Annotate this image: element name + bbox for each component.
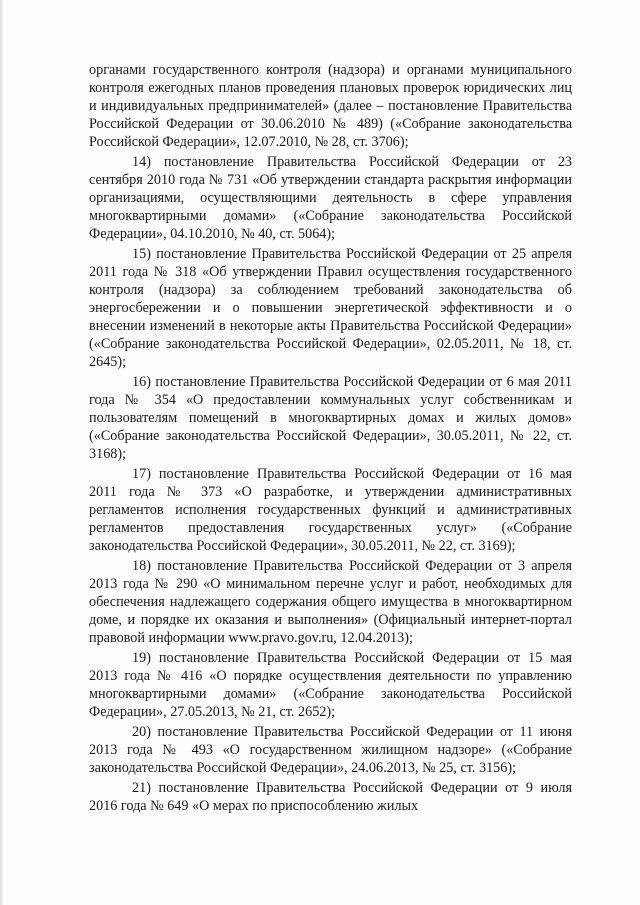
paragraph-text: постановление Правительства Российской Федерации от 25 апреля 2011 года № 318 «Об утверждении Правил осуществления государственного контроля (надзора) за соблюдением требований законодательства об энергосбережении и о повышении энергетической эффективности и о внесении изменений в некоторые акты Правительства Российской Федерации» («Собрание законодательства Российской Федерации», 02.05.2011, № 18, ст. 2645); (89, 246, 573, 370)
paragraph-text: постановление Правительства Российской Федерации от 15 мая 2013 года № 416 «О порядке осуществления деятельности по управлению многоквартирными домами» («Собрание законодательства Российской Федерации», 27.05.2013, № 21, ст. 2652); (89, 650, 573, 720)
list-item-number: 21) (132, 780, 151, 796)
paragraph-text: постановление Правительства Российской Федерации от 11 июня 2013 года № 493 «О государственном жилищном надзоре» («Собрание законодательства Российской Федерации», 24.06.2013, № 25, ст. 3156); (89, 724, 572, 776)
list-item-17 (89, 465, 572, 555)
list-item-14 (89, 153, 572, 243)
document-body (89, 61, 572, 815)
list-item-number: 19) (132, 650, 151, 666)
list-item-number: 18) (132, 558, 151, 574)
list-item-18 (89, 557, 572, 647)
paragraph-text: постановление Правительства Российской Федерации от 9 июля 2016 года № 649 «О мерах по приспособлению жилых (89, 780, 572, 814)
list-item-number: 15) (132, 246, 151, 262)
list-item-number: 20) (132, 724, 151, 740)
scan-edge-shadow (0, 0, 4, 905)
list-item-21 (89, 779, 572, 815)
paragraph-text: постановление Правительства Российской Федерации от 3 апреля 2013 года № 290 «О минимальном перечне услуг и работ, необходимых для обеспечения надлежащего содержания общего имущества в многоквартирном доме, и порядке их оказания и выполнения» (Официальный интернет-портал правовой информации www.pravo.gov.ru, 12.04.2013); (89, 558, 573, 646)
list-item-16 (89, 373, 572, 463)
paragraph-continuation (89, 61, 572, 151)
list-item-20 (89, 723, 572, 777)
list-item-15 (89, 245, 572, 371)
list-item-19 (89, 649, 572, 721)
paragraph-text: постановление Правительства Российской Федерации от 6 мая 2011 года № 354 «О предоставлении коммунальных услуг собственникам и пользователям помещений в многоквартирных домах и жилых домов» («Собрание законодательства Российской Федерации», 30.05.2011, № 22, ст. 3168); (89, 374, 572, 462)
list-item-number: 14) (132, 154, 151, 170)
paragraph-text: постановление Правительства Российской Федерации от 23 сентября 2010 года № 731 «Об утверждении стандарта раскрытия информации организациями, осуществляющими деятельность в сфере управления многоквартирными домами» («Собрание законодательства Российской Федерации», 04.10.2010, № 40, ст. 5064); (89, 154, 573, 242)
list-item-number: 17) (132, 466, 151, 482)
paragraph-text: постановление Правительства Российской Федерации от 16 мая 2011 года № 373 «О разработке, и утверждении административных регламентов исполнения государственных функций и административных регламентов предоставления государственных услуг» («Собрание законодательства Российской Федерации», 30.05.2011, № 22, ст. 3169); (89, 466, 573, 554)
list-item-number: 16) (132, 374, 151, 390)
paragraph-text: органами государственного контроля (надзора) и органами муниципального контроля ежегодных планов проведения плановых проверок юридических лиц и индивидуальных предпринимателей» (далее – постановление Правительства Российской Федерации от 30.06.2010 № 489) («Собрание законодательства Российской Федерации», 12.07.2010, № 28, ст. 3706); (89, 62, 572, 150)
